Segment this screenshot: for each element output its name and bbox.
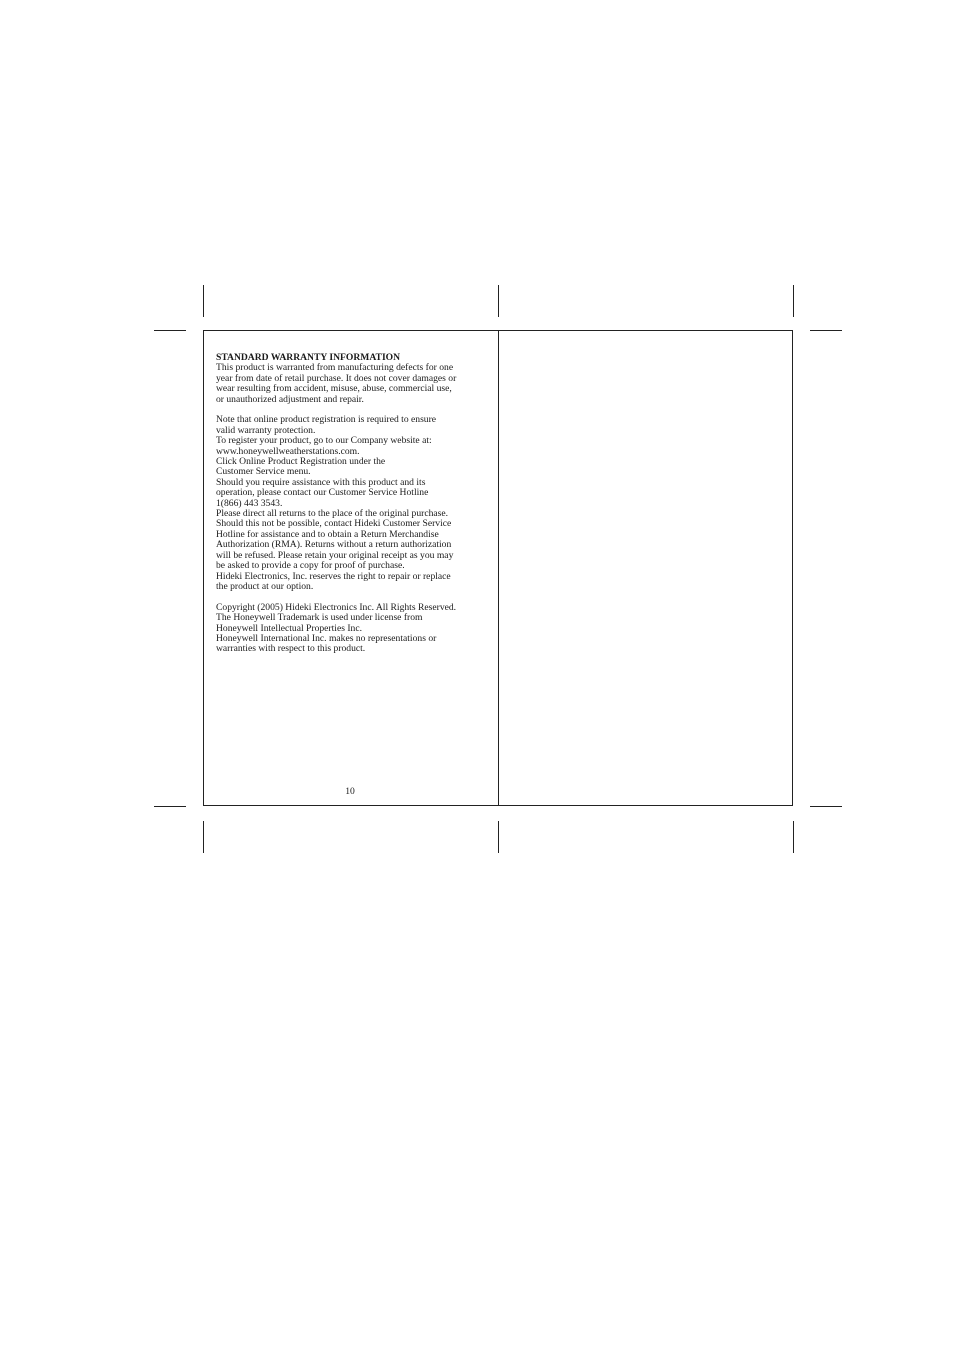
page-number: 10 [345,786,355,797]
repair-line: the product at our option. [216,580,314,592]
repair-line: Hideki Electronics, Inc. reserves the right to repair or replace [216,570,451,582]
returns-line: Please direct all returns to the place of the original purchase. [216,508,449,520]
disclaimer-line: warranties with respect to this product. [216,643,366,655]
crop-mark-right-top [810,330,842,331]
registration-line: Note that online product registration is required to ensure [216,414,437,426]
registration-line: To register your product, go to our Company website at: [216,435,432,447]
crop-mark-right-bottom [810,806,842,807]
warranty-line: year from date of retail purchase. It does not cover damages or [216,372,457,384]
warranty-line: or unauthorized adjustment and repair. [216,393,364,405]
trademark-line: Honeywell Intellectual Properties Inc. [216,622,362,634]
crop-mark-bottom-left [203,821,204,853]
warranty-line: wear resulting from accident, misuse, abuse, commercial use, [216,383,452,395]
crop-mark-top-right [793,285,794,317]
returns-line: will be refused. Please retain your original receipt as you may [216,549,454,561]
warranty-line: This product is warranted from manufacturing defects for one [216,362,454,374]
crop-mark-top-center [498,285,499,317]
crop-mark-bottom-right [793,821,794,853]
registration-line: valid warranty protection. [216,424,316,436]
crop-mark-bottom-center [498,821,499,853]
returns-line: Should this not be possible, contact Hideki Customer Service [216,518,452,530]
crop-mark-left-bottom [154,806,186,807]
warranty-section [216,353,486,655]
registration-line: Customer Service menu. [216,466,311,478]
hotline-number: 1(866) 443 3543. [216,497,283,509]
crop-mark-top-left [203,285,204,317]
warranty-title: STANDARD WARRANTY INFORMATION [216,352,401,363]
registration-line: Click Online Product Registration under the [216,456,386,468]
support-line: Should you require assistance with this product and its [216,476,426,488]
returns-line: be asked to provide a copy for proof of purchase. [216,560,405,572]
returns-line: Hotline for assistance and to obtain a Return Merchandise [216,528,439,540]
support-line: operation, please contact our Customer Service Hotline [216,487,429,499]
fold-line [498,331,499,805]
trademark-line: The Honeywell Trademark is used under license from [216,612,423,624]
disclaimer-line: Honeywell International Inc. makes no representations or [216,632,437,644]
returns-line: Authorization (RMA). Returns without a return authorization [216,539,452,551]
website-line: www.honeywellweatherstations.com. [216,445,360,457]
crop-mark-left-top [154,330,186,331]
copyright-line: Copyright (2005) Hideki Electronics Inc. All Rights Reserved. [216,601,457,613]
